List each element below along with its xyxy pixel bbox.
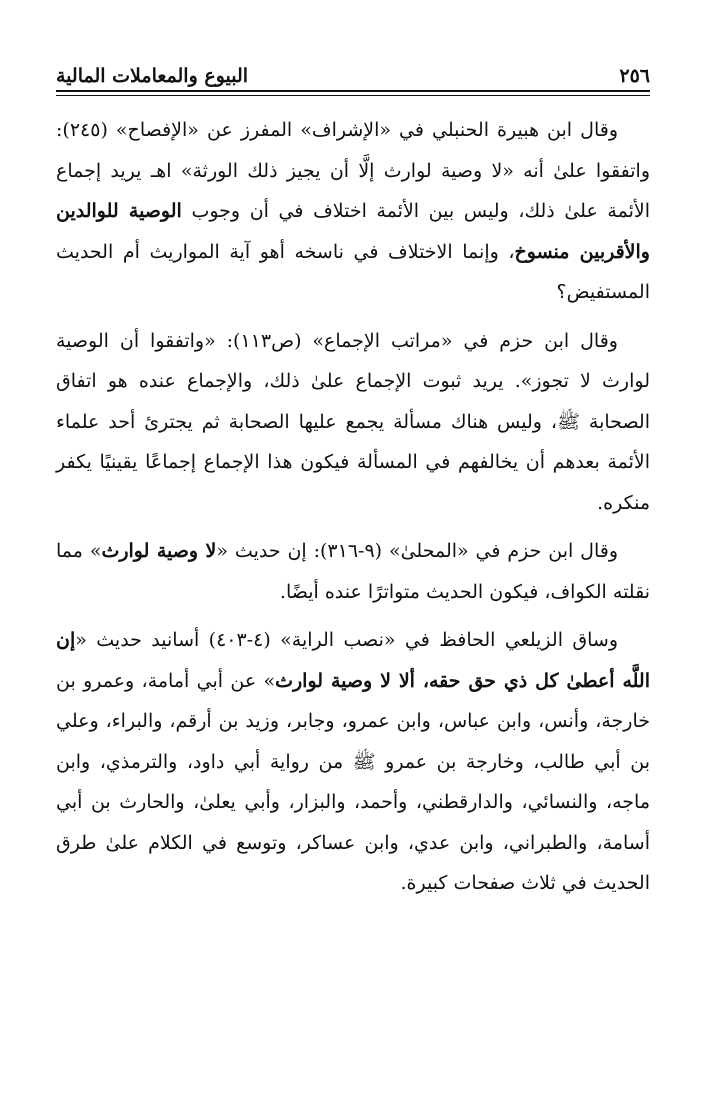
- paragraph-3: [56, 531, 650, 612]
- paragraph-1: [56, 110, 650, 313]
- text-run: وقال ابن حزم في «المحلىٰ» (٩-٣١٦): إن حديث «: [216, 540, 618, 562]
- paragraph-2: [56, 321, 650, 524]
- bold-text: لا وصية لوارث: [101, 540, 217, 562]
- text-run: وقال ابن حزم في «مراتب الإجماع» (ص١١٣): «واتفقوا أن الوصية لوارث لا تجوز». يريد ثبوت الإجماع علىٰ ذلك، والإجماع عنده هو اتفاق الصحابة ﷺ، وليس هناك مسألة يجمع عليها الصحابة ثم يجترئ أحد علماء الأئمة بعدهم أن يخالفهم في المسألة فيكون هذا الإجماع إجماعًا يقينيًا يكفر منكره.: [56, 329, 650, 514]
- body-text: [56, 110, 650, 904]
- running-title: البيوع والمعاملات المالية: [56, 65, 249, 87]
- page-number: ٢٥٦: [619, 65, 650, 87]
- text-run: » مما نقلته الكواف، فيكون الحديث متواترًا عنده أيضًا.: [56, 540, 650, 603]
- text-run: » عن أبي أمامة، وعمرو بن خارجة، وأنس، وابن عباس، وابن عمرو، وجابر، وزيد بن أرقم، والبراء، وعلي بن أبي طالب، وخارجة بن عمرو ﷺ من رواية أبي داود، والترمذي، وابن ماجه، والنسائي، والدارقطني، وأحمد، والبزار، وأبي يعلىٰ، والحارث بن أبي أسامة، والطبراني، وابن عدي، وابن عساكر، وتوسع في الكلام علىٰ طرق الحديث في ثلاث صفحات كبيرة.: [56, 669, 650, 894]
- text-run: وساق الزيلعي الحافظ في «نصب الراية» (٤-٤٠٣) أسانيد حديث «: [75, 629, 618, 651]
- page-header: [56, 60, 650, 88]
- header-rule-thick: [56, 90, 650, 92]
- header-rule-thin: [56, 95, 650, 96]
- text-run: ، وإنما الاختلاف في ناسخه أهو آية المواريث أم الحديث المستفيض؟: [56, 240, 650, 303]
- paragraph-4: [56, 620, 650, 904]
- bold-text: الوصية للوالدين والأقربين منسوخ: [56, 200, 650, 263]
- text-run: وقال ابن هبيرة الحنبلي في «الإشراف» المفرز عن «الإفصاح» (٢٤٥): واتفقوا علىٰ أنه «لا وصية لوارث إلَّا أن يجيز ذلك الورثة» اهـ يريد إجماع الأئمة علىٰ ذلك، وليس بين الأئمة اختلاف في أن وجوب: [56, 119, 650, 222]
- bold-text: إن اللَّه أعطىٰ كل ذي حق حقه، ألا لا وصية لوارث: [56, 629, 650, 692]
